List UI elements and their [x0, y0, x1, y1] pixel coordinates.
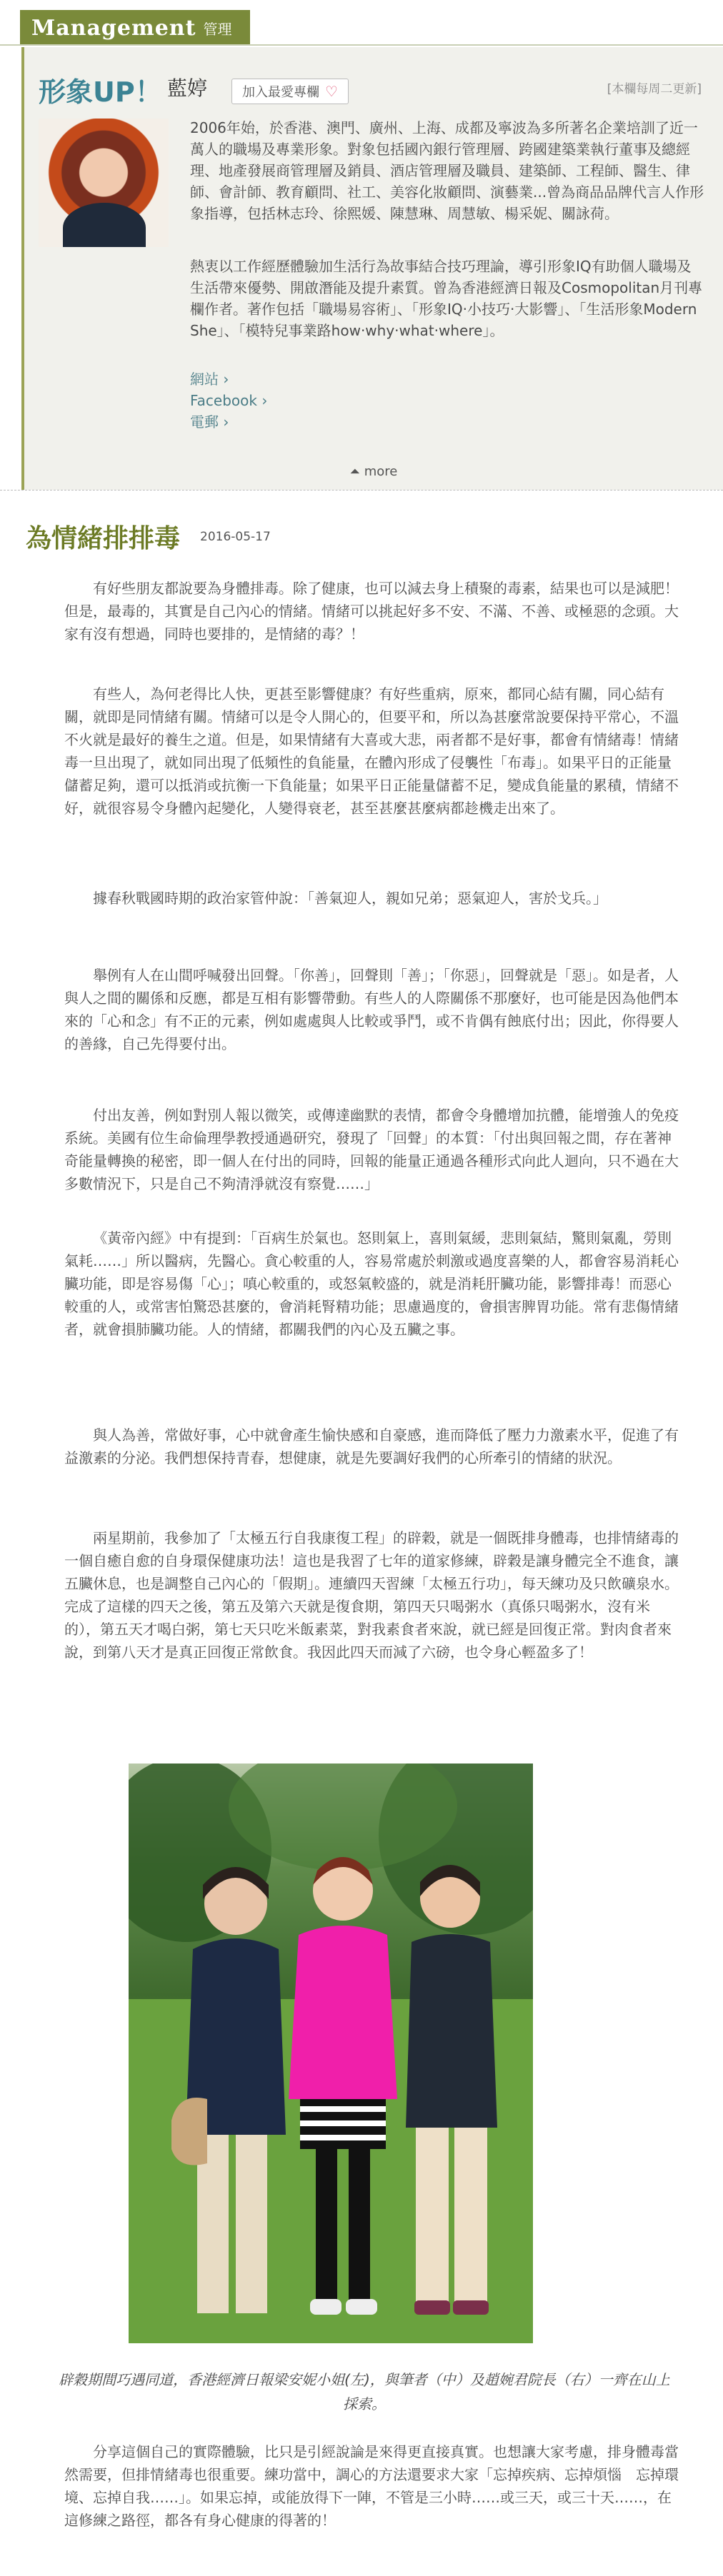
article-paragraph: 有好些朋友都說要為身體排毒。除了健康，也可以減去身上積聚的毒素，結果也可以是減肥！但是，最毒的，其實是自己內心的情緒。情緒可以挑起好多不安、不滿、不善、或極惡的念頭。大家有沒有想過，同時也要排的，是情緒的毒？！: [64, 580, 679, 643]
section-title-cn: 管理: [203, 20, 232, 38]
article-paragraph: 《黃帝內經》中有提到：「百病生於氣也。怒則氣上，喜則氣緩，悲則氣結，驚則氣亂，勞則氣耗……」所以醫病，先醫心。貪心較重的人，容易常處於刺激或過度喜樂的人，都會容易消耗心臟功能，即是容易傷「心」；嗔心較重的，或怒氣較盛的，就是消耗肝臟功能，影響排毒！而惡心較重的人，或常害怕驚恐甚麼的，會消耗腎精功能；思慮過度的，會損害脾胃功能。常有悲傷情緒者，就會損肺臟功能。人的情緒，都關我們的內心及五臟之事。: [64, 1229, 679, 1338]
author-avatar: [39, 119, 169, 247]
add-favorite-button[interactable]: [231, 79, 349, 104]
article-paragraph: 付出友善，例如對別人報以微笑，或傳達幽默的表情，都會令身體增加抗體，能增強人的免疫系統。美國有位生命倫理學教授通過研究，發現了「回聲」的本質：「付出與回報之間，存在著神奇能量轉換的秘密，即一個人在付出的同時，回報的能量正通過各種形式向此人迴向，只不過在大多數情況下，只是自己不夠清淨就沒有察覺……」: [64, 1107, 679, 1192]
article-paragraph: 據春秋戰國時期的政治家管仲說：「善氣迎人，親如兄弟；惡氣迎人，害於戈兵。」: [93, 890, 607, 907]
article-title: 為情緒排排毒: [26, 524, 181, 553]
author-card: [21, 47, 723, 490]
author-links: [190, 368, 267, 433]
email-link[interactable]: 電郵 ›: [190, 413, 229, 431]
section-title-en: Management: [31, 15, 196, 41]
website-link[interactable]: 網站 ›: [190, 371, 229, 388]
add-favorite-label: 加入最愛專欄: [242, 85, 319, 100]
author-bio-1: 2006年始，於香港、澳門、廣州、上海、成都及寧波為多所著名企業培訓了近一萬人的職場及專業形象。對象包括國內銀行管理層、跨國建築業執行董事及總經理、地產發展商管理層及銷員、酒店管理層及職員、建築師、工程師、醫生、律師、會計師、教育顧問、社工、美容化妝顧問、演藝業...曾為商品品牌代言人作形象指導，包括林志玲、徐熙媛、陳慧琳、周慧敏、楊采妮、關詠荷。: [190, 119, 704, 222]
banner-underline: [0, 44, 723, 46]
section-tag: [20, 10, 250, 46]
article-paragraph: 有些人，為何老得比人快，更甚至影響健康？有好些重病，原來，都同心結有關，同心結有關，就即是同情緒有關。情緒可以是令人開心的，但要平和，所以為甚麼常說要保持平常心，不溫不火就是最好的養生之道。但是，如果情緒有大喜或大悲，兩者都不是好事，都會有情緒毒！情緒毒一旦出現了，就如同出現了低頻性的負能量，在體內形成了侵襲性「布毒」。如果平日的正能量儲蓄足夠，還可以抵消或抗衡一下負能量；如果平日正能量儲蓄不足，變成負能量的累積，情緒不好，就很容易令身體內起變化，人變得衰老，甚至甚麼甚麼病都趁機走出來了。: [64, 685, 679, 817]
article-date: 2016-05-17: [200, 530, 271, 544]
author-bio-2: 熱衷以工作經歷體驗加生活行為故事結合技巧理論，導引形象IQ有助個人職場及生活帶來優勢、開啟潛能及提升素質。曾為香港經濟日報及Cosmopolitan月刊專欄作者。著作包括「職場易容術」、「形象IQ‧小技巧‧大影響」、「生活形象Modern She」、「模特兒事業路how‧why‧what‧where」。: [190, 258, 703, 339]
avatar-coat: [63, 203, 146, 247]
article-paragraph: 舉例有人在山間呼喊發出回聲。「你善」，回聲則「善」；「你惡」，回聲就是「惡」。如是者，人與人之間的關係和反應，都是互相有影響帶動。有些人的人際關係不那麼好，也可能是因為他們本來的「心和念」有不正的元素，例如處處與人比較或爭鬥，或不肯偶有蝕底付出；因此，你得要人的善緣，自己先得要付出。: [64, 967, 679, 1052]
author-name[interactable]: 藍婷: [167, 76, 208, 100]
column-name[interactable]: 形象UP！: [39, 76, 162, 108]
article-closing: 分享這個自己的實際體驗，比只是引經說論是來得更直接真實。也想讓大家考慮，排身體毒當然需要，但排情緒毒也很重要。練功當中，調心的方法還要求大家「忘掉疾病、忘掉煩惱 忘掉環境、忘掉自我……」。如果忘掉，或能放得下一陣，不管是三小時……或三天，或三十天……，在這修練之路徑，都各有身心健康的得著的！: [64, 2443, 679, 2529]
photo-caption: 辟穀期間巧遇同道，香港經濟日報梁安妮小姐(左)，與筆者（中）及趙婉君院長（右）一齊在山上採索。: [59, 2371, 670, 2413]
more-button[interactable]: ⏶ more: [349, 464, 398, 479]
photo-illustration: [129, 1764, 533, 2343]
heart-icon: ♡: [325, 83, 338, 100]
article-paragraph: 與人為善，常做好事，心中就會產生愉快感和自豪感，進而降低了壓力力激素水平，促進了有益激素的分泌。我們想保持青春，想健康，就是先要調好我們的心所牽引的情緒的狀況。: [64, 1427, 679, 1466]
section-banner: [0, 0, 723, 47]
article-photo: [129, 1764, 533, 2343]
facebook-link[interactable]: Facebook ›: [190, 392, 268, 409]
article-paragraph: 兩星期前，我參加了「太極五行自我康復工程」的辟穀，就是一個既排身體毒，也排情緒毒的一個自癒自愈的自身環保健康功法！這也是我習了七年的道家修練，辟穀是讓身體完全不進食，讓五臟休息，也是調整自己內心的「假期」。連續四天習練「太極五行功」，每天練功及只飲礦泉水。完成了這樣的四天之後，第五及第六天就是復食期，第四天只喝粥水（真係只喝粥水，沒有米的），第五天才喝白粥，第七天只吃米飯素菜，對我素食者來說，就已經是回復正常。對肉食者來說，到第八天才是真正回復正常飲食。我因此四天而減了六磅，也令身心輕盈多了！: [64, 1529, 679, 1661]
update-note: [本欄每周二更新]: [607, 82, 702, 96]
